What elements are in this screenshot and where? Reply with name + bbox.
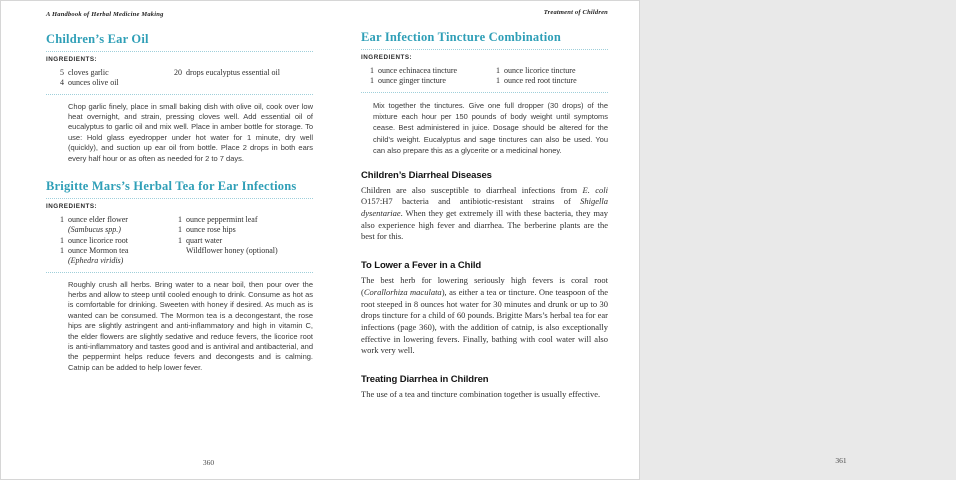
page-number-left: 360	[202, 458, 215, 467]
recipe-title-ear-oil: Children’s Ear Oil	[46, 32, 149, 46]
ingredient-text: ounce licorice root	[68, 235, 128, 245]
dotted-rule	[46, 94, 313, 95]
dotted-rule	[46, 51, 313, 52]
ingredients-list	[46, 215, 313, 266]
ingredients-list	[361, 66, 608, 87]
page-right	[361, 9, 847, 465]
ingredient-row	[171, 246, 313, 256]
ingredients-label: INGREDIENTS:	[46, 203, 98, 211]
dotted-rule	[361, 49, 608, 50]
ingredient-row	[171, 68, 313, 78]
ingredient-qty: 1	[178, 225, 182, 235]
recipe-instructions: Chop garlic finely, place in small baking dish with olive oil, cook over low heat overnight, and strain, pressing cloves well. Add essential oil of eucalyptus to garlic oil and mix well. Place in amber bottle for storage. To use: Hold glass eyedropper under hot water for 1 minute, dry well (quickly), and suction up ear oil from bottle. Place 2 drops in both ears every half hour or as often as needed for 2 to 7 days.	[68, 101, 313, 163]
ingredients-column-1	[46, 215, 171, 266]
ingredient-text	[68, 215, 128, 236]
ingredient-text: Wildflower honey (optional)	[186, 245, 278, 255]
section-body: The best herb for lowering seriously high fevers is coral root (Corallorhiza maculata), as either a tea or tincture. One teaspoon of the root steeped in 8 ounces hot water for 30 minutes and drunk or up to 30 drops tincture for a child of 60 pounds. Brigitte Mars’s herbal tea for ear infections (page 360), with the addition of catnip, is also exceptionally effective in lowering fevers. Finally, bathing with cool water will also work very well.	[361, 275, 608, 356]
recipe-title-tincture-combo: Ear Infection Tincture Combination	[361, 30, 561, 44]
ingredient-qty: 1	[178, 235, 182, 245]
recipe-instructions: Mix together the tinctures. Give one full dropper (30 drops) of the mixture each hour per 150 pounds of body weight until symptoms cease. Best administered in juice. Dosage should be altered for the child’s weight. Eucalyptus and sage tinctures can also be used. You can also prepare this as a glycerite or a medicinal honey.	[373, 100, 608, 156]
ingredient-qty: 1	[60, 215, 64, 225]
dotted-rule	[361, 92, 608, 93]
ingredient-qty: 4	[60, 78, 64, 88]
ingredients-column-2	[489, 66, 608, 87]
ingredient-row	[489, 76, 608, 86]
ingredient-text: ounce licorice tincture	[504, 66, 576, 75]
ingredient-text: ounce rose hips	[186, 225, 236, 235]
ingredient-text: cloves garlic	[68, 68, 109, 77]
ingredient-qty: 1	[60, 235, 64, 245]
section-treating-diarrhea	[361, 374, 608, 401]
ingredients-column-2	[171, 68, 313, 78]
ingredient-qty: 1	[60, 245, 64, 255]
section-lower-fever	[361, 260, 608, 357]
ingredient-row	[53, 246, 171, 267]
ingredient-row	[363, 76, 489, 86]
ingredient-qty: 1	[370, 66, 374, 75]
ingredient-row	[489, 66, 608, 76]
page-number-right: 361	[835, 456, 847, 465]
ingredient-row	[53, 78, 171, 88]
section-diarrheal-diseases	[361, 170, 608, 244]
section-body: The use of a tea and tincture combination together is usually effective.	[361, 389, 601, 400]
ingredient-qty: 1	[370, 76, 374, 86]
ingredient-qty: 5	[60, 68, 64, 77]
recipe-tincture-combo	[361, 30, 608, 157]
recipe-ear-oil	[46, 32, 313, 164]
section-body: Children are also susceptible to diarrheal infections from E. coli O157:H7 bacteria and antibiotic-resistant strains of Shigella dysentariae. When they get extremely ill with these bacteria, they may also experience high fever and diarrhea. The berberine plants are the best for this.	[361, 184, 608, 242]
ingredient-qty	[171, 246, 182, 256]
recipe-title-herbal-tea: Brigitte Mars’s Herbal Tea for Ear Infections	[46, 179, 297, 194]
ingredient-row	[53, 215, 171, 236]
running-header-left: A Handbook of Herbal Medicine Making	[46, 11, 164, 18]
ingredient-latin-name: (Ephedra viridis)	[68, 256, 124, 266]
recipe-herbal-tea	[46, 179, 313, 373]
ingredient-qty: 1	[178, 215, 182, 225]
page-left	[46, 11, 313, 467]
ingredient-row	[53, 68, 171, 78]
ingredients-column-1	[361, 66, 489, 87]
ingredient-text: drops eucalyptus essential oil	[186, 68, 280, 77]
ingredient-qty: 20	[174, 68, 182, 77]
ingredient-qty: 1	[496, 76, 500, 86]
ingredient-text: quart water	[186, 235, 223, 245]
section-heading: Treating Diarrhea in Children	[361, 374, 489, 386]
ingredients-list	[46, 68, 313, 89]
ingredient-text: ounces olive oil	[68, 78, 119, 88]
recipe-instructions: Roughly crush all herbs. Bring water to a near boil, then pour over the herbs and allow to steep until cooled enough to drink. Consume as hot as is comfortable for drinking. Sweeten with honey if desired. As much as is wanted can be consumed. The Mormon tea is a decongestant, the rose hips are slightly astringent and anti-inflammatory and high in vitamin C, the elder flowers are slightly sedative and reduce fevers, the licorice root is anti-inflammatory and tastes good and is antiviral and antibacterial, and the peppermint helps reduce fevers and decongests and is calming. Catnip can be added to help lower fever.	[68, 279, 313, 372]
ingredient-name: ounce Mormon tea	[68, 245, 129, 255]
ingredient-row	[171, 236, 313, 246]
ingredient-row	[171, 225, 313, 235]
ingredient-qty: 1	[496, 66, 500, 75]
dotted-rule	[46, 272, 313, 273]
section-heading: To Lower a Fever in a Child	[361, 260, 482, 272]
section-heading: Children’s Diarrheal Diseases	[361, 169, 492, 181]
ingredients-column-2	[171, 215, 313, 256]
ingredient-text: ounce peppermint leaf	[186, 215, 258, 225]
ingredient-row	[53, 236, 171, 246]
ingredient-row	[363, 66, 489, 76]
ingredient-text: ounce ginger tincture	[378, 76, 446, 86]
dotted-rule	[46, 198, 313, 199]
ingredient-row	[171, 215, 313, 225]
ingredient-latin-name: (Sambucus spp.)	[68, 225, 121, 235]
ingredient-name: ounce elder flower	[68, 215, 128, 225]
ingredients-label: INGREDIENTS:	[46, 56, 98, 63]
running-header-right: Treatment of Children	[543, 9, 608, 16]
ingredient-text: ounce echinacea tincture	[378, 66, 458, 75]
ingredient-text: ounce red root tincture	[504, 76, 577, 86]
ingredients-column-1	[46, 68, 171, 89]
ingredients-label: INGREDIENTS:	[361, 54, 413, 61]
ingredient-text	[68, 246, 128, 267]
